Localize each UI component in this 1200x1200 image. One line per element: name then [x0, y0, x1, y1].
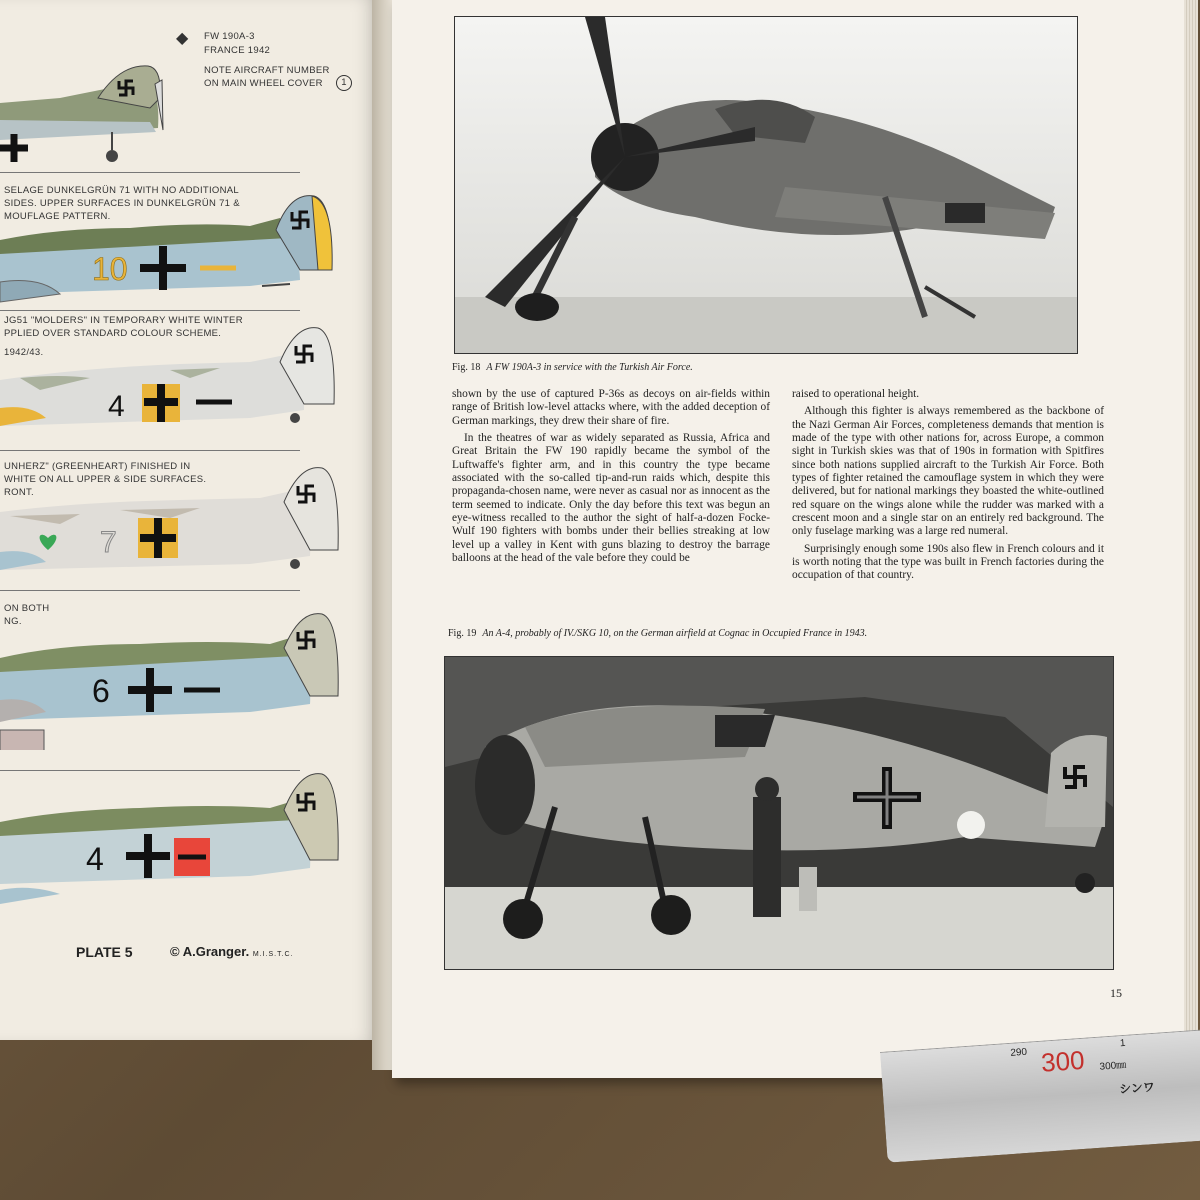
fig18-caption — [452, 362, 693, 373]
body-text-column-2 — [792, 388, 1104, 587]
fig19-label: Fig. 19 — [448, 628, 477, 639]
plate-divider-4 — [0, 590, 300, 591]
fig18-label: Fig. 18 — [452, 362, 481, 373]
fig18-photo — [454, 16, 1078, 354]
fig19-caption — [448, 628, 867, 639]
plate-caption-b-line-3: MOUFLAGE PATTERN. — [4, 211, 111, 222]
plate-caption-e-line-2: NG. — [4, 616, 22, 627]
ruler-mark-1: 1 — [1119, 1037, 1126, 1050]
fig18-caption-text: A FW 190A-3 in service with the Turkish Air Force. — [486, 362, 693, 373]
plate-caption-b-line-1: SELAGE DUNKELGRÜN 71 WITH NO ADDITIONAL — [4, 185, 239, 196]
body-text-column-1 — [452, 388, 770, 569]
plate-caption-b-line-2: SIDES. UPPER SURFACES IN DUNKELGRÜN 71 & — [4, 198, 240, 209]
ruler-mark-300mm: 300㎜ — [1099, 1059, 1127, 1073]
plate-caption-c-line-1: JG51 "MOLDERS" IN TEMPORARY WHITE WINTER — [4, 315, 243, 326]
plate-note-line-1: NOTE AIRCRAFT NUMBER — [204, 65, 330, 76]
fig18-photo-image — [455, 17, 1077, 353]
col1-paragraph-2: In the theatres of war as widely separated as Russia, Africa and Great Britain the FW 190 rapidly became the symbol of the Luftwaffe's fighter arm, and in this country the type became associated with the so-called tip-and-run raids which, despite this propaganda-chosen name, were never as casual nor as innocent as the term seemed to indicate. Only the day before this text was begun an eye-witness recalled to the author the sight of half-a-dozen Focke-Wulf 190 fighters with bombs under their bellies streaking at low level up a valley in Kent with guns blazing to destroy the barrage balloons at the head of the vale before they could be — [452, 432, 770, 565]
aircraft-profile-3 — [0, 318, 380, 448]
col1-paragraph-1: shown by the use of captured P-36s as decoys on air-fields within range of British low-level attacks where, with the added deception of German markings, they drew their share of fire. — [452, 388, 770, 427]
page-edge — [1184, 0, 1198, 1090]
aircraft-4-number: 7 — [100, 526, 117, 559]
aircraft-3-number: 4 — [108, 390, 125, 423]
plate-note-circle: 1 — [336, 75, 352, 91]
plate-divider-2 — [0, 310, 300, 311]
plate-caption-c-line-2: PPLIED OVER STANDARD COLOUR SCHEME. — [4, 328, 222, 339]
plate-caption-d-line-1: UNHERZ" (GREENHEART) FINISHED IN — [4, 461, 191, 472]
col2-paragraph-2: Although this fighter is always remembered as the backbone of the Nazi German Air Forces, completeness demands that mention is made of the type with other nations for, across Europe, a common sight in Turkish skies was that of 190s in formation with Spitfires since both nations supplied aircraft to the Turkish Air Force. Both types of fighter retained the camouflage system in which they were delivered, but for national markings they boasted the white-outlined red square on the wings alone while the rudder was marked with a crescent moon and a single star on an entirely red background. The only fuselage marking was a large red numeral. — [792, 405, 1104, 538]
plate-artist-name: © A.Granger. — [170, 944, 250, 959]
plate-heading-location: FRANCE 1942 — [204, 45, 271, 56]
aircraft-6-number: 4 — [86, 841, 104, 877]
plate-caption-d-line-2: WHITE ON ALL UPPER & SIDE SURFACES. — [4, 474, 207, 485]
col2-paragraph-3: Surprisingly enough some 190s also flew in French colours and it is worth noting that the type was built in French factories during the occupation of that country. — [792, 542, 1104, 582]
aircraft-profile-1 — [0, 58, 380, 168]
page-number: 15 — [1110, 986, 1122, 1000]
plate-note-line-2: ON MAIN WHEEL COVER — [204, 78, 323, 89]
plate-arrow-icon: ◆ — [176, 30, 189, 47]
fig19-photo — [444, 656, 1114, 970]
aircraft-profile-5 — [0, 600, 380, 750]
plate-artist-suffix: M.I.S.T.C. — [252, 951, 294, 958]
ruler-mark-300: 300 — [1040, 1044, 1086, 1078]
plate-number: PLATE 5 — [76, 944, 133, 960]
plate-caption-d-line-3: RONT. — [4, 487, 34, 498]
aircraft-profile-4 — [0, 460, 380, 590]
plate-divider-1 — [0, 172, 300, 173]
plate-caption-e-line-1: ON BOTH — [4, 603, 50, 614]
plate-caption-c-line-3: 1942/43. — [4, 347, 44, 358]
plate-heading-aircraft: FW 190A-3 — [204, 31, 255, 42]
left-page-colour-plate — [0, 0, 382, 1040]
ruler-mark-290: 290 — [1010, 1046, 1028, 1059]
fig19-caption-text: An A-4, probably of IV./SKG 10, on the German airfield at Cognac in Occupied France in 1943. — [482, 628, 868, 639]
aircraft-5-number: 6 — [92, 673, 110, 709]
aircraft-profile-6 — [0, 744, 380, 924]
ruler-brand: シンワ — [1118, 1079, 1156, 1097]
aircraft-2-number: 10 — [92, 251, 128, 287]
plate-divider-3 — [0, 450, 300, 451]
fig19-photo-image — [445, 657, 1113, 969]
col2-paragraph-1: raised to operational height. — [792, 388, 920, 400]
plate-artist-credit — [170, 944, 294, 959]
aircraft-profile-2 — [0, 190, 380, 320]
